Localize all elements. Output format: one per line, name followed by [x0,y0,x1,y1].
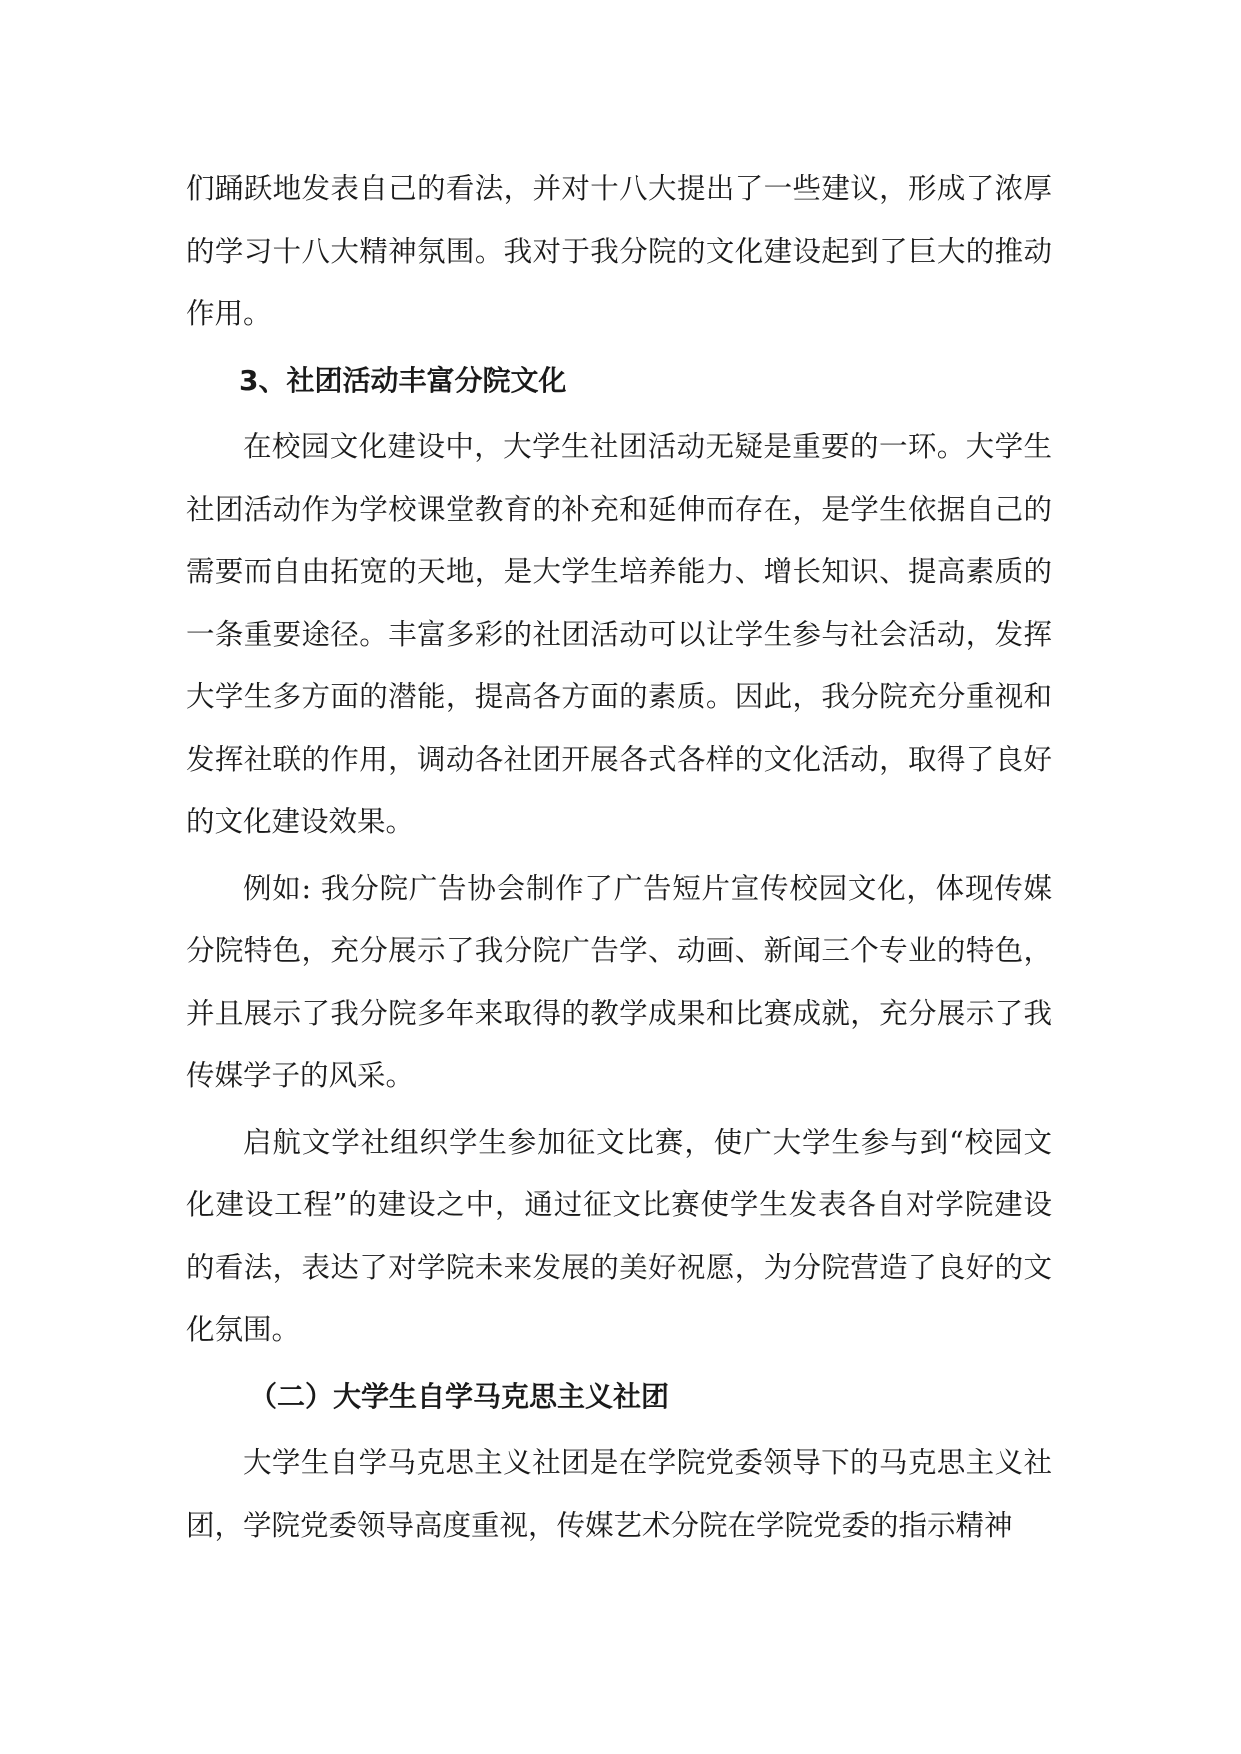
document-body [186,158,1052,1561]
paragraph-marxism-society: 大学生自学马克思主义社团是在学院党委领导下的马克思主义社团，学院党委领导高度重视，传媒艺术分院在学院党委的指示精神 [186,1446,1052,1542]
paragraph-campus-culture: 在校园文化建设中，大学生社团活动无疑是重要的一环。大学生社团活动作为学校课堂教育的补充和延伸而存在，是学生依据自己的需要而自由拓宽的天地，是大学生培养能力、增长知识、提高素质的一条重要途径。丰富多彩的社团活动可以让学生参与社会活动，发挥大学生多方面的潜能，提高各方面的素质。因此，我分院充分重视和发挥社联的作用，调动各社团开展各式各样的文化活动，取得了良好的文化建设效果。 [186,430,1052,838]
section-heading-3: 3、社团活动丰富分院文化 [239,363,567,397]
section-heading-2: （二）大学生自学马克思主义社团 [249,1379,670,1413]
paragraph-literary-society: 启航文学社组织学生参加征文比赛，使广大学生参与到“校园文化建设工程”的建设之中，通过征文比赛使学生发表各自对学院建设的看法，表达了对学院未来发展的美好祝愿，为分院营造了良好的文化氛围。 [186,1125,1052,1346]
paragraph-continued: 们踊跃地发表自己的看法，并对十八大提出了一些建议，形成了浓厚的学习十八大精神氛围。我对于我分院的文化建设起到了巨大的推动作用。 [186,172,1052,330]
paragraph-advertising-association: 例如: 我分院广告协会制作了广告短片宣传校园文化，体现传媒分院特色，充分展示了我分院广告学、动画、新闻三个专业的特色，并且展示了我分院多年来取得的教学成果和比赛成就，充分展示了我传媒学子的风采。 [186,871,1052,1092]
